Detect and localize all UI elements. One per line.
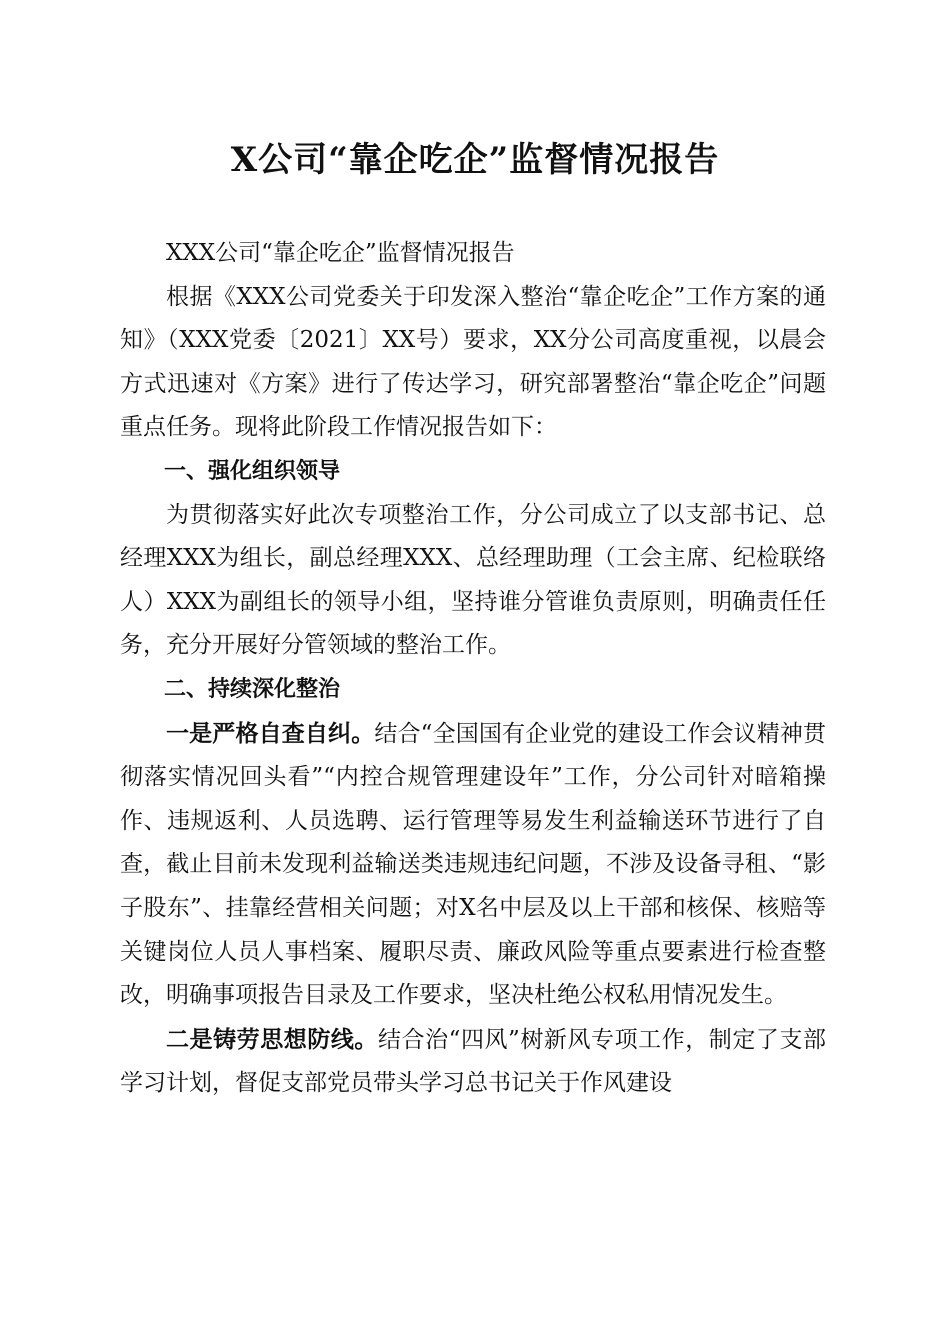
- section-1-heading: 一、强化组织领导: [164, 458, 341, 484]
- document-body: [120, 232, 826, 1106]
- item-2-lead: 二是铸劳思想防线。: [166, 1025, 378, 1053]
- item-2-text: 结合治“四风”树新风专项工作，制定了支部学习计划，督促支部党员带头学习总书记关于作风建设: [120, 1026, 826, 1097]
- item-1-lead: 一是严格自查自纠。: [166, 719, 375, 747]
- section-1-paragraph: 为贯彻落实好此次专项整治工作，分公司成立了以支部书记、总经理XXX为组长，副总经理XXX、总经理助理（工会主席、纪检联络人）XXX为副组长的领导小组，坚持谁分管谁负责原则，明确责任任务，充分开展好分管领域的整治工作。: [120, 501, 826, 659]
- document-title: X公司“靠企吃企”监督情况报告: [230, 140, 720, 180]
- section-2-item-1: [120, 712, 826, 1018]
- intro-paragraph: 根据《XXX公司党委关于印发深入整治“靠企吃企”工作方案的通知》（XXX党委〔2021〕XX号）要求，XX分公司高度重视，以晨会方式迅速对《方案》进行了传达学习，研究部署整治“靠企吃企”问题重点任务。现将此阶段工作情况报告如下：: [120, 283, 826, 441]
- item-1-text: 结合“全国国有企业党的建设工作会议精神贯彻落实情况回头看”“内控合规管理建设年”工作，分公司针对暗箱操作、违规返利、人员选聘、运行管理等易发生利益输送环节进行了自查，截止目前未发现利益输送类违规违纪问题，不涉及设备寻租、“影子股东”、挂靠经营相关问题；对X名中层及以上干部和核保、核赔等关键岗位人员人事档案、履职尽责、廉政风险等重点要素进行检查整改，明确事项报告目录及工作要求，坚决杜绝公权私用情况发生。: [120, 720, 827, 1009]
- document-subtitle: XXX公司“靠企吃企”监督情况报告: [166, 240, 515, 266]
- section-2-item-2: [120, 1018, 826, 1106]
- section-2-heading: 二、持续深化整治: [164, 676, 341, 702]
